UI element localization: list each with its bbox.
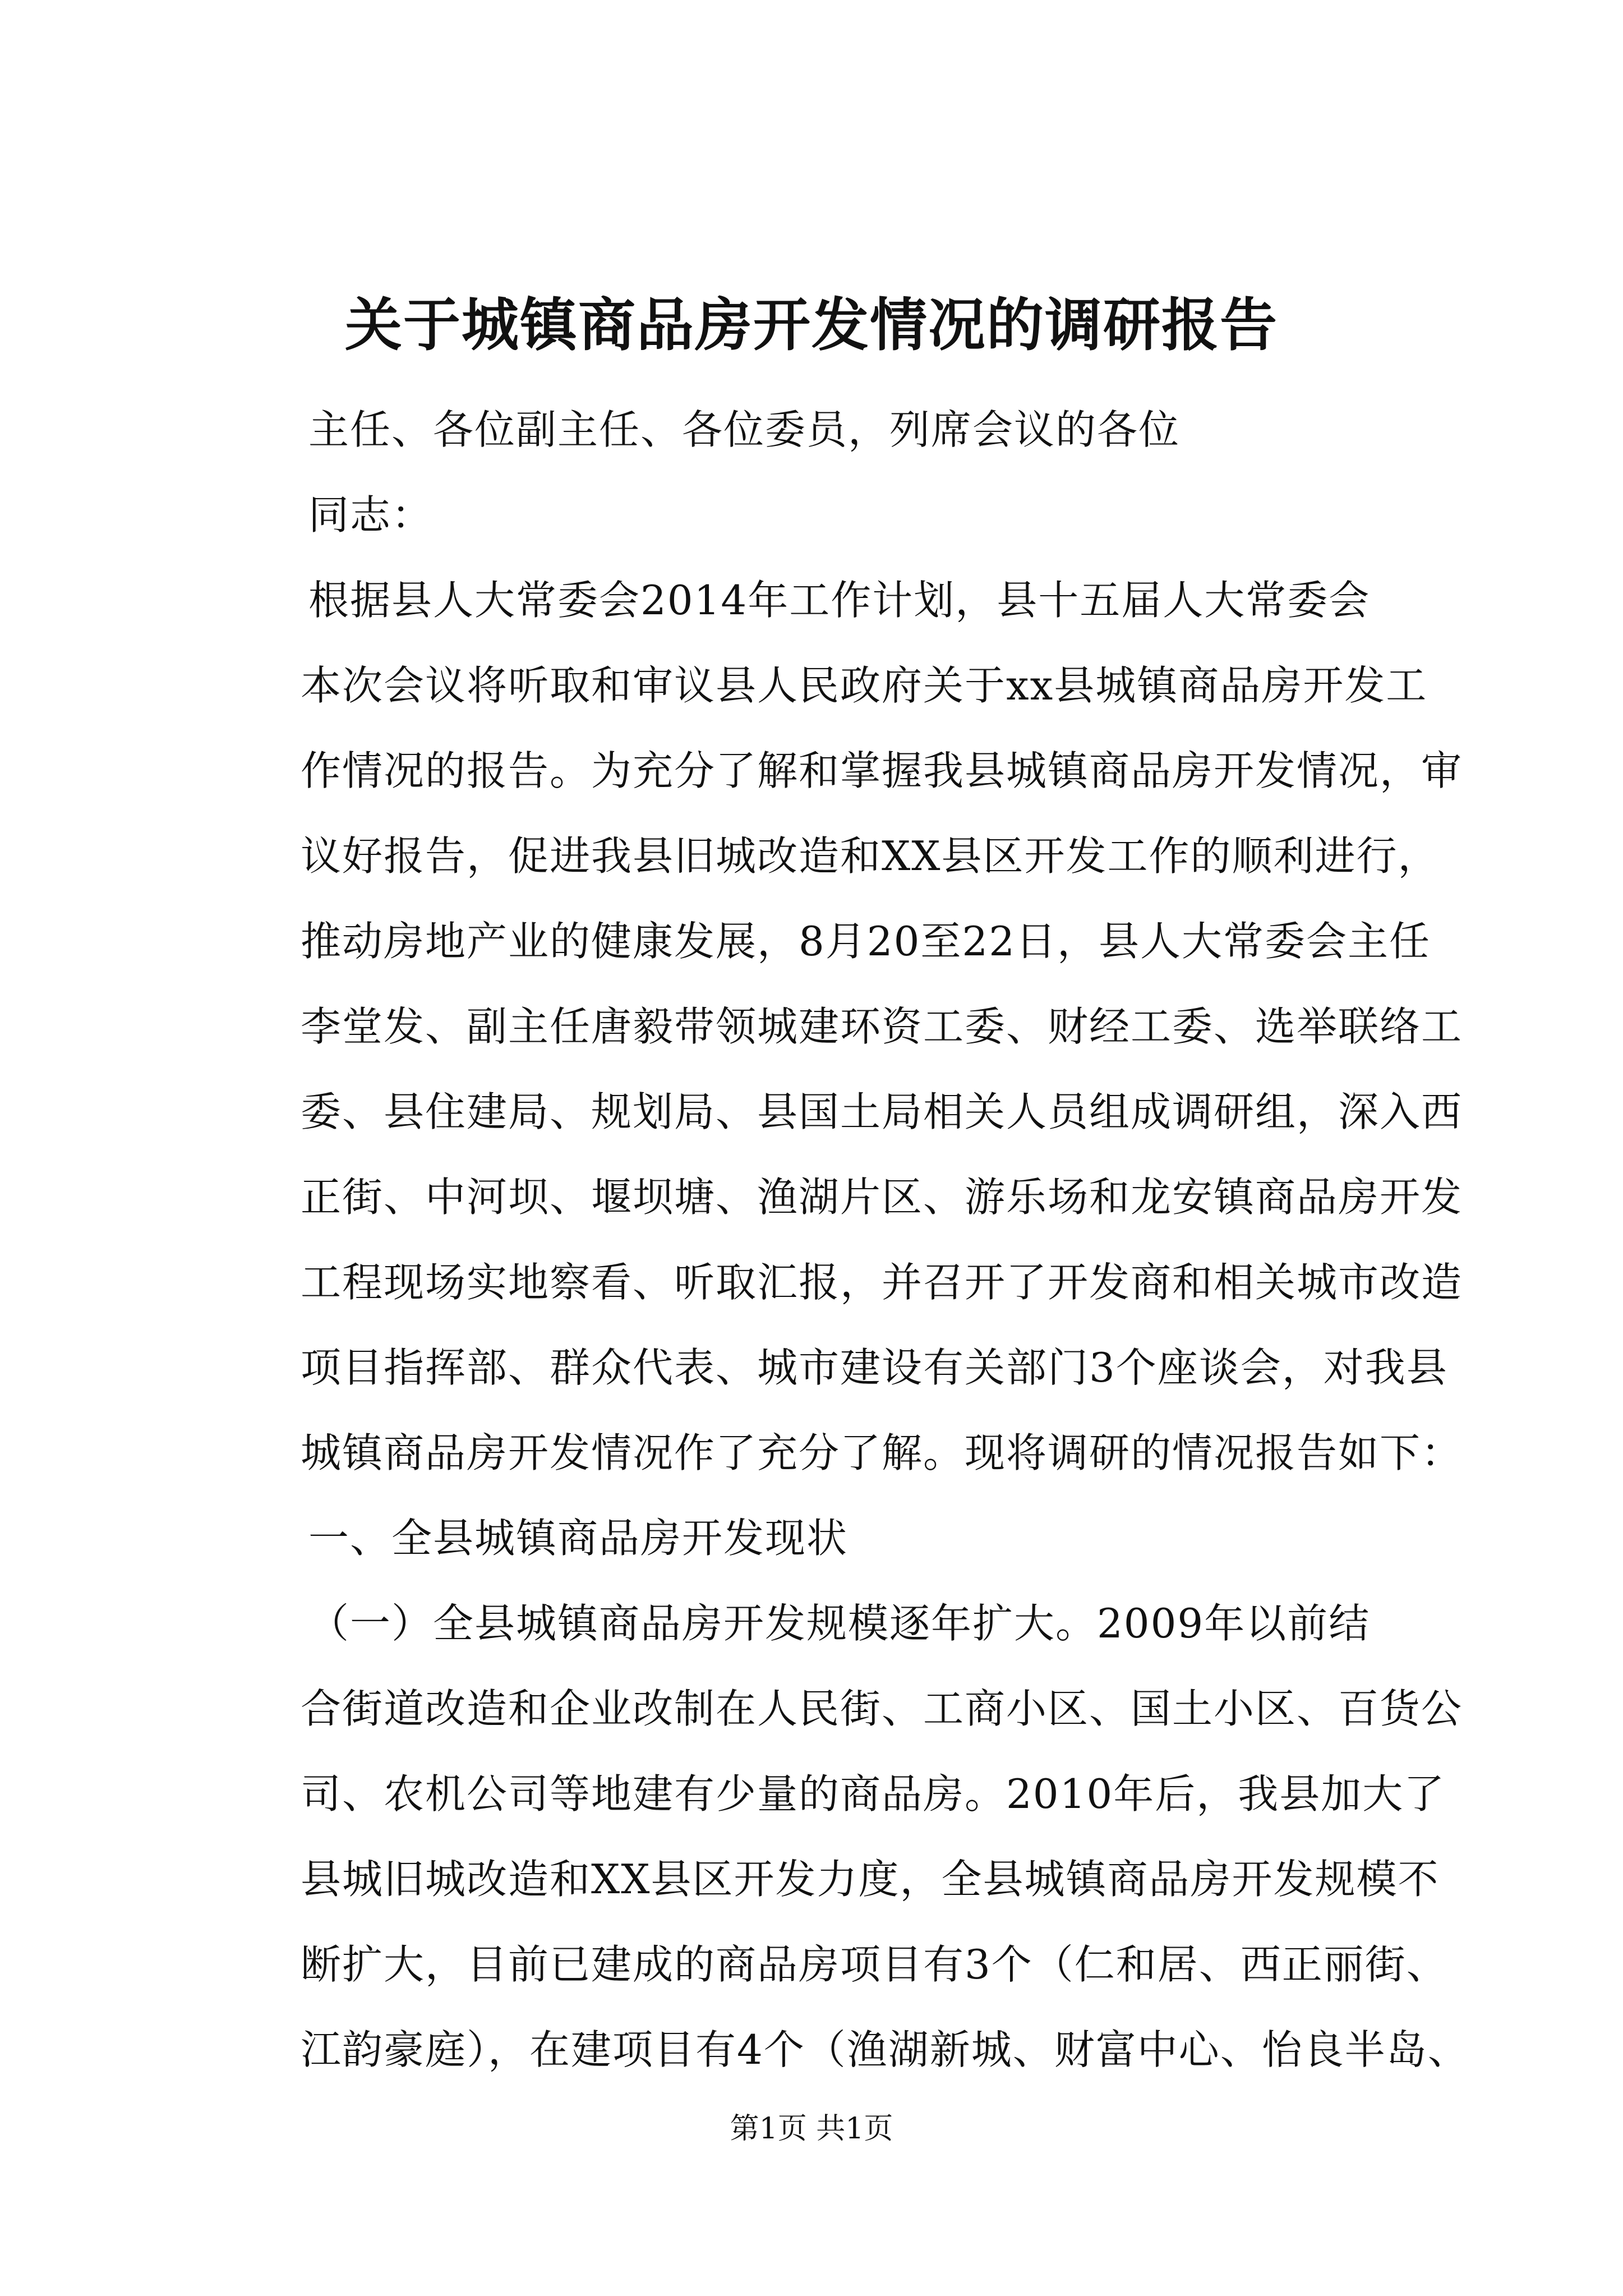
text-line: 工程现场实地察看、听取汇报，并召开了开发商和相关城市改造 [301,1259,1463,1306]
text-line: 县城旧城改造和XX县区开发力度，全县城镇商品房开发规模不 [301,1856,1440,1903]
text-line: 合街道改造和企业改制在人民街、工商小区、国土小区、百货公 [301,1685,1463,1732]
section-heading: 一、全县城镇商品房开发现状 [308,1515,849,1562]
page-footer: 第1页 共1页 [730,2112,893,2146]
text-line: （一）全县城镇商品房开发规模逐年扩大。2009年以前结 [308,1600,1371,1647]
text-line: 江韵豪庭），在建项目有4个（渔湖新城、财富中心、怡良半岛、 [301,2026,1469,2073]
text-line: 本次会议将听取和审议县人民政府关于xx县城镇商品房开发工 [301,662,1428,709]
text-line: 李堂发、副主任唐毅带领城建环资工委、财经工委、选举联络工 [301,1003,1463,1050]
text-line: 主任、各位副主任、各位委员，列席会议的各位 [308,406,1181,453]
text-line: 司、农机公司等地建有少量的商品房。2010年后，我县加大了 [301,1770,1446,1818]
text-line: 委、县住建局、规划局、县国土局相关人员组成调研组，深入西 [301,1088,1463,1135]
text-line: 推动房地产业的健康发展，8月20至22日，县人大常委会主任 [301,918,1431,965]
text-line: 作情况的报告。为充分了解和掌握我县城镇商品房开发情况，审 [301,747,1463,794]
text-line: 同志： [308,491,434,539]
text-line: 议好报告，促进我县旧城改造和XX县区开发工作的顺利进行， [301,832,1440,880]
text-line: 断扩大，目前已建成的商品房项目有3个（仁和居、西正丽街、 [301,1941,1448,1988]
text-line: 根据县人大常委会2014年工作计划，县十五届人大常委会 [308,577,1371,624]
text-line: 正街、中河坝、堰坝塘、渔湖片区、游乐场和龙安镇商品房开发 [301,1174,1463,1221]
text-line: 城镇商品房开发情况作了充分了解。现将调研的情况报告如下： [301,1429,1463,1476]
text-line: 项目指挥部、群众代表、城市建设有关部门3个座谈会，对我县 [301,1344,1448,1391]
document-title: 关于城镇商品房开发情况的调研报告 [345,292,1278,359]
document-body [301,387,1469,2092]
